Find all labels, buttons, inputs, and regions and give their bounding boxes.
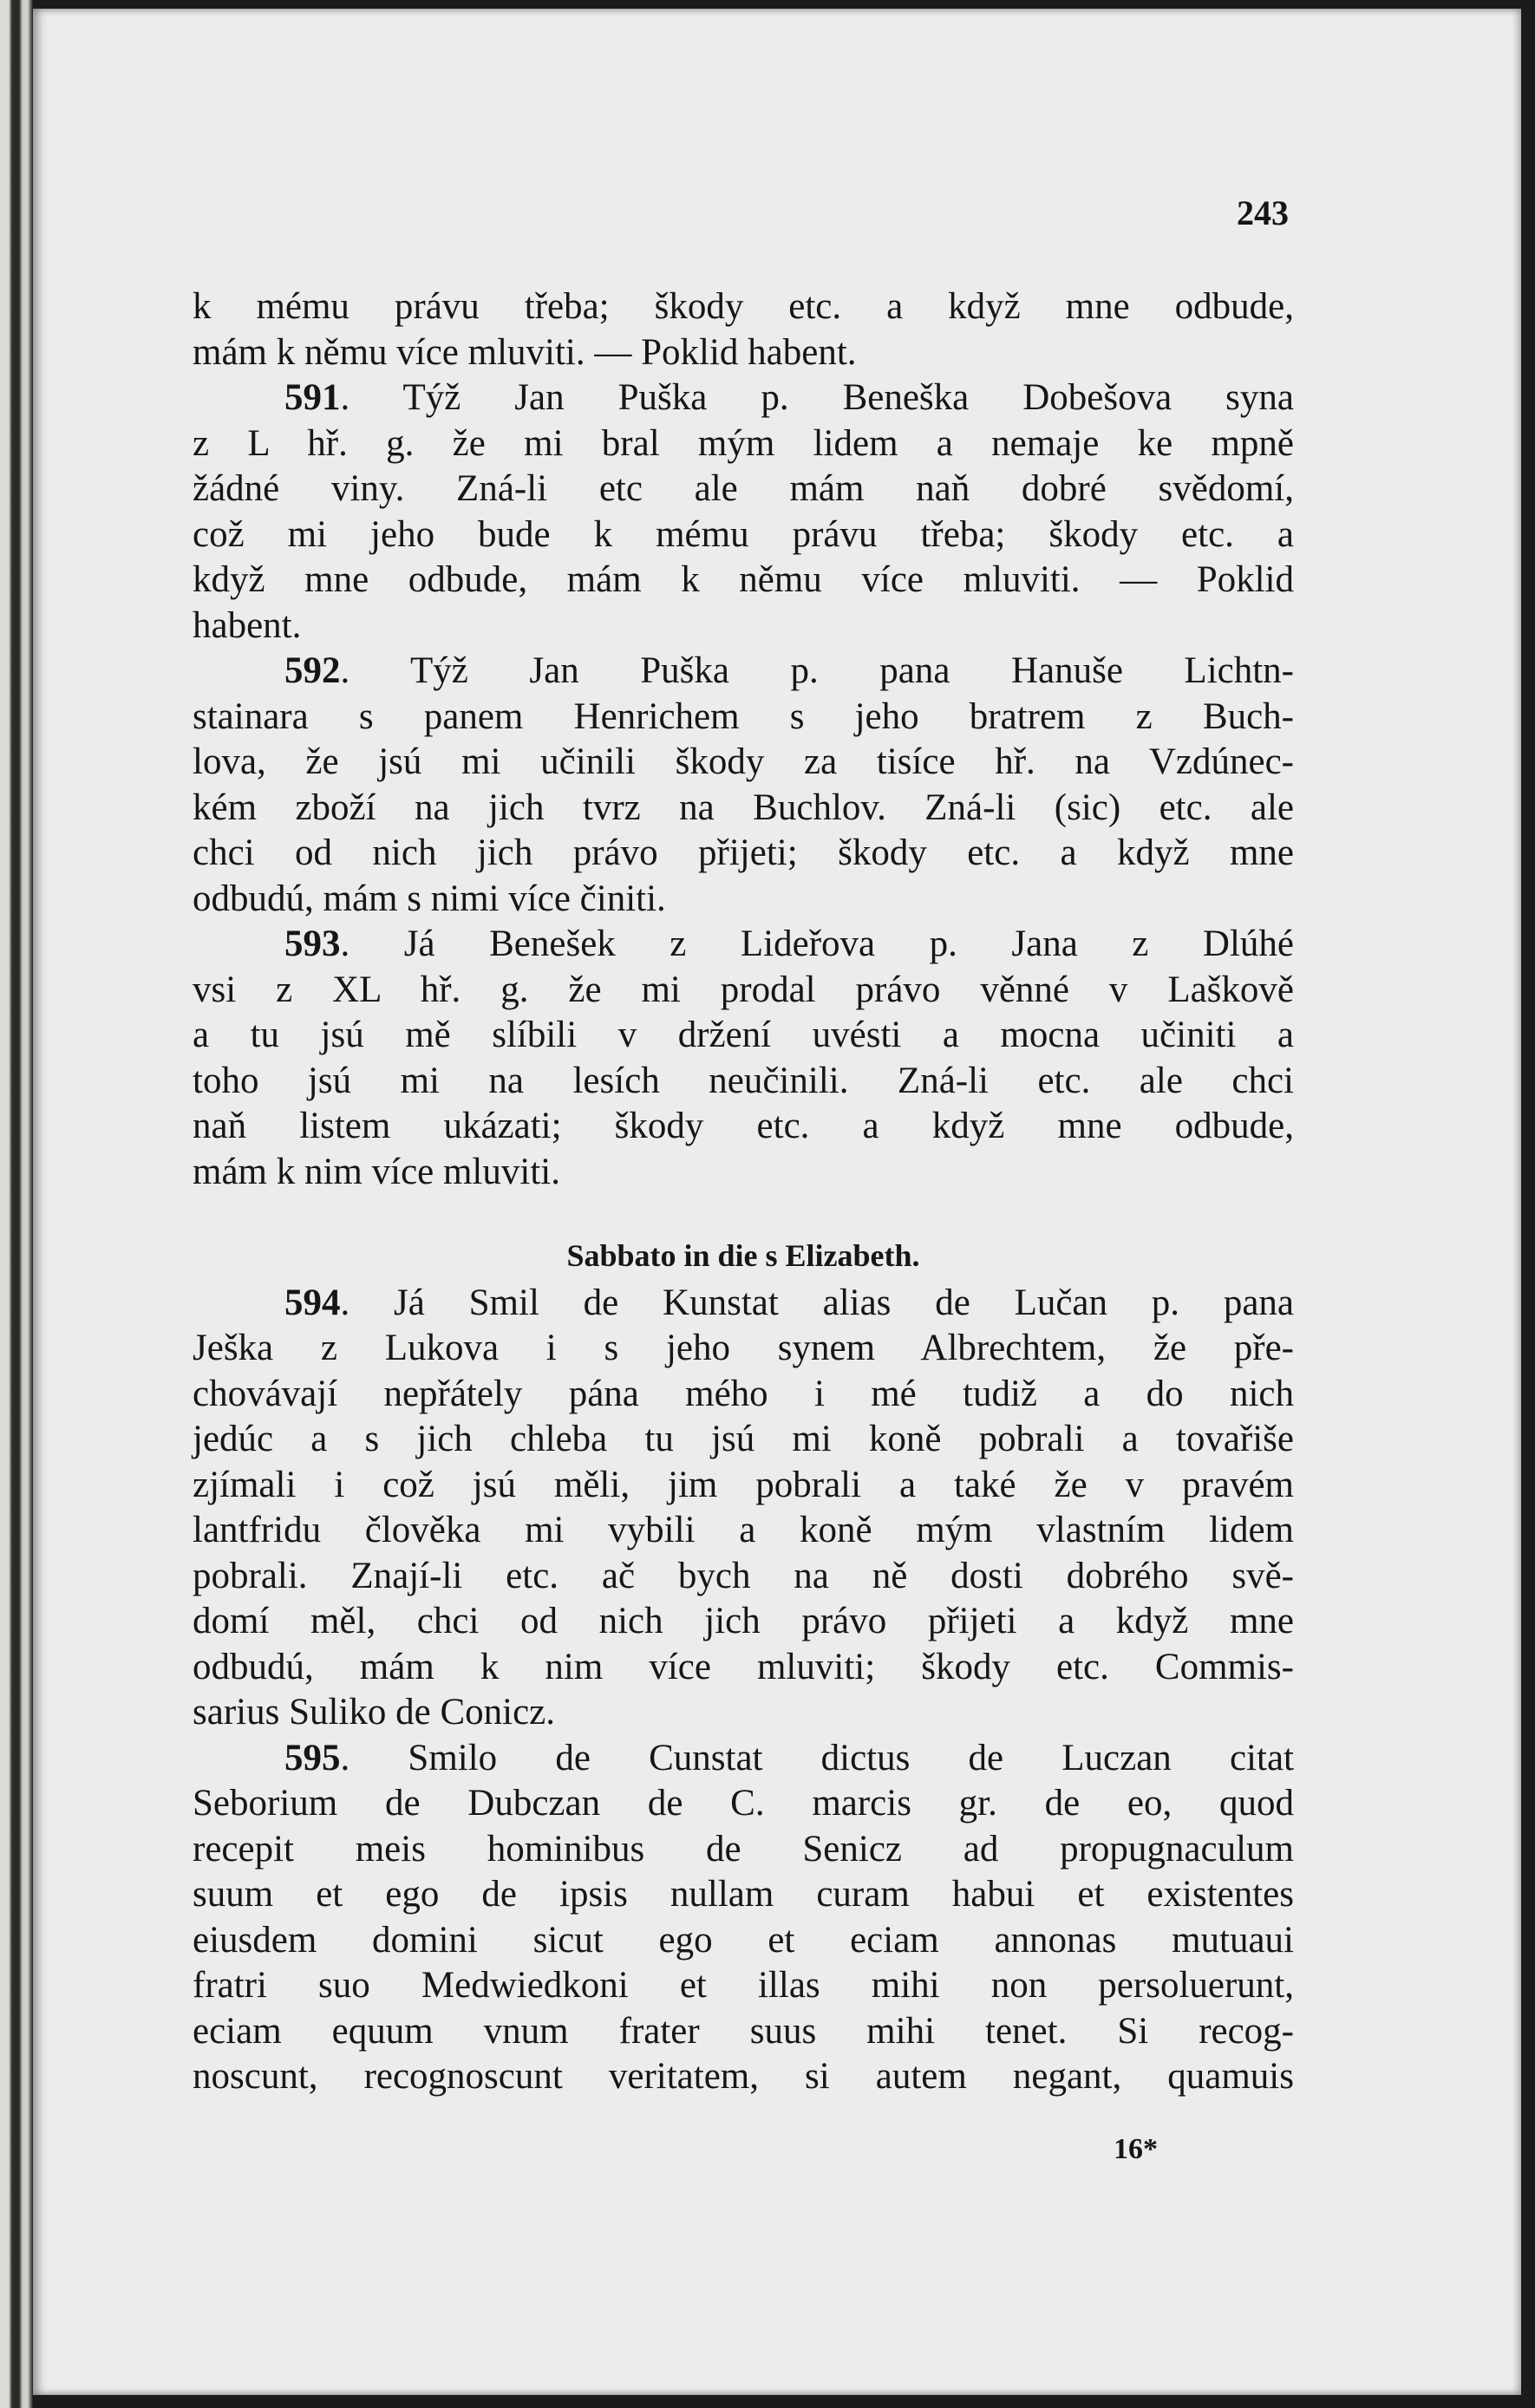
- entry-592: [193, 649, 1294, 922]
- section-heading: Sabbato in die s Elizabeth.: [566, 1238, 920, 1273]
- text-line: chci od nich jich právo přijeti; škody etc. a když mne: [193, 832, 1294, 873]
- text-line: Seborium de Dubczan de C. marcis gr. de eo, quod: [193, 1783, 1294, 1824]
- entry-text: . Smilo de Cunstat dictus de Luczan citat: [340, 1737, 1294, 1778]
- text-line: [193, 649, 1294, 695]
- text-line: odbudú, mám k nim více mluviti; škody etc. Commis-: [193, 1646, 1294, 1687]
- text-line: naň listem ukázati; škody etc. a když mne odbude,: [193, 1106, 1294, 1146]
- text-line: fratri suo Medwiedkoni et illas mihi non persoluerunt,: [193, 1965, 1294, 2006]
- text-line: mám k nim více mluviti.: [193, 1151, 560, 1192]
- page-number: 243: [1237, 193, 1289, 232]
- paragraph-continuation: [193, 284, 1294, 375]
- entry-text: . Týž Jan Puška p. Beneška Dobešova syna: [340, 377, 1294, 418]
- entry-text: . Já Smil de Kunstat alias de Lučan p. pana: [340, 1282, 1294, 1323]
- text-line: mám k němu více mluviti. — Poklid habent.: [193, 331, 857, 373]
- text-line: [193, 1281, 1294, 1327]
- text-line: vsi z XL hř. g. že mi prodal právo věnné v Laškově: [193, 969, 1294, 1010]
- text-line: toho jsú mi na lesích neučinili. Zná-li etc. ale chci: [193, 1060, 1294, 1101]
- entry-number: 591: [284, 377, 341, 418]
- text-line: k mému právu třeba; škody etc. a když mne odbude,: [193, 286, 1294, 327]
- page-text: [193, 284, 1294, 2100]
- entry-number: 595: [284, 1737, 341, 1778]
- text-line: a tu jsú mě slíbili v držení uvésti a mocna učiniti a: [193, 1015, 1294, 1055]
- text-line: chovávají nepřátely pána mého i mé tudiž a do nich: [193, 1373, 1294, 1414]
- text-line: eiusdem domini sicut ego et eciam annonas mutuaui: [193, 1919, 1294, 1961]
- text-line: sarius Suliko de Conicz.: [193, 1692, 556, 1733]
- text-line: odbudú, mám s nimi více činiti.: [193, 878, 666, 919]
- text-line: suum et ego de ipsis nullam curam habui et existentes: [193, 1874, 1294, 1915]
- text-line: [193, 922, 1294, 968]
- entry-591: [193, 375, 1294, 649]
- text-line: když mne odbude, mám k němu více mluviti. — Poklid: [193, 559, 1294, 600]
- entry-number: 593: [284, 923, 341, 964]
- text-line: habent.: [193, 604, 302, 646]
- text-line: pobrali. Znají-li etc. ač bych na ně dosti dobrého svě-: [193, 1555, 1294, 1596]
- text-line: jedúc a s jich chleba tu jsú mi koně pobrali a tovařiše: [193, 1419, 1294, 1459]
- text-line: stainara s panem Henrichem s jeho bratrem z Buch-: [193, 695, 1294, 737]
- entry-text: . Týž Jan Puška p. pana Hanuše Lichtn-: [340, 650, 1294, 691]
- text-line: recepit meis hominibus de Senicz ad propugnaculum: [193, 1828, 1294, 1870]
- text-line: což mi jeho bude k mému právu třeba; škody etc. a: [193, 513, 1294, 555]
- text-line: žádné viny. Zná-li etc ale mám naň dobré svědomí,: [193, 468, 1294, 509]
- entry-595: [193, 1736, 1294, 2100]
- text-line: [193, 1736, 1294, 1782]
- text-line: eciam equum vnum frater suus mihi tenet. Si recog-: [193, 2010, 1294, 2052]
- signature-mark: 16*: [1114, 2133, 1158, 2165]
- text-line: lantfridu člověka mi vybili a koně mým vlastním lidem: [193, 1510, 1294, 1550]
- book-page: [33, 9, 1521, 2395]
- text-line: lova, že jsú mi učinili škody za tisíce hř. na Vzdúnec-: [193, 741, 1294, 782]
- text-line: kém zboží na jich tvrz na Buchlov. Zná-li (sic) etc. ale: [193, 786, 1294, 828]
- text-line: [193, 375, 1294, 421]
- entry-594: [193, 1281, 1294, 1736]
- entry-text: . Já Benešek z Lideřova p. Jana z Dlúhé: [340, 923, 1294, 964]
- text-line: noscunt, recognoscunt veritatem, si autem negant, quamuis: [193, 2056, 1294, 2097]
- entry-number: 592: [284, 650, 341, 691]
- book-gutter: [0, 0, 33, 2408]
- entry-593: [193, 922, 1294, 1195]
- text-line: z L hř. g. že mi bral mým lidem a nemaje ke mpně: [193, 422, 1294, 464]
- text-line: Ješka z Lukova i s jeho synem Albrechtem, že pře-: [193, 1328, 1294, 1368]
- text-line: domí měl, chci od nich jich právo přijeti a když mne: [193, 1601, 1294, 1641]
- text-line: zjímali i což jsú měli, jim pobrali a také že v pravém: [193, 1464, 1294, 1505]
- entry-number: 594: [284, 1282, 341, 1323]
